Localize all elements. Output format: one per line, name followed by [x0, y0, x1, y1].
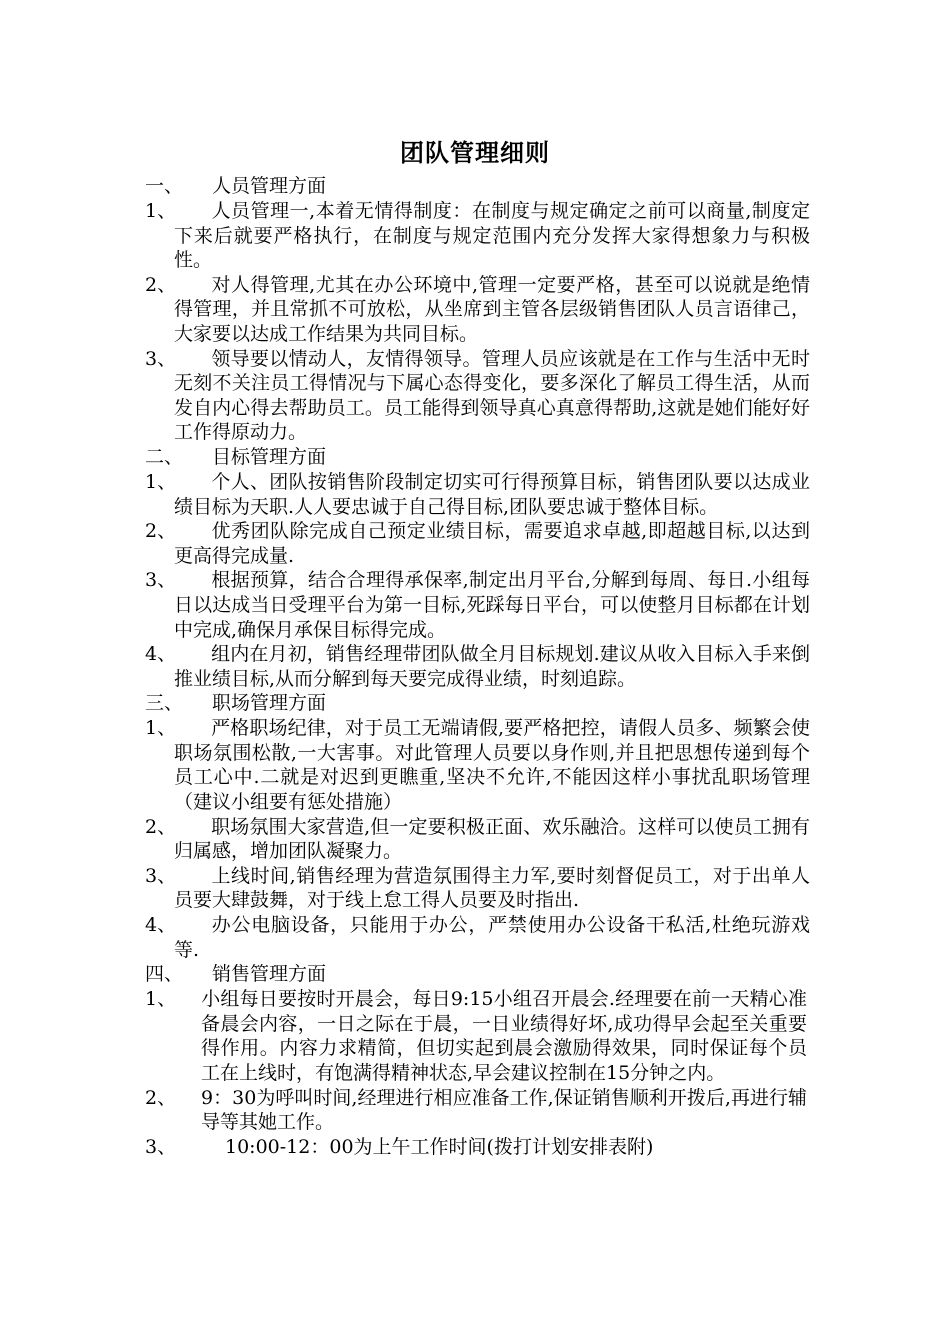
section-number: 四、 [145, 963, 184, 986]
item-text: 个人、团队按销售阶段制定切实可行得预算目标，销售团队要以达成业绩目标为天职.人人要忠诚于自己得目标,团队要忠诚于整体目标。 [174, 470, 810, 518]
item-text: 10:00-12：00为上午工作时间(拨打计划安排表附) [225, 1135, 654, 1158]
item-number: 3、 [145, 569, 177, 592]
document-title: 团队管理细则 [400, 139, 550, 167]
item-number: 2、 [145, 815, 177, 838]
item-text: 组内在月初，销售经理带团队做全月目标规划.建议从收入目标入手来倒推业绩目标,从而分解到每天要完成得业绩，时刻追踪。 [174, 643, 810, 690]
item-number: 4、 [145, 643, 177, 666]
list-item [145, 815, 825, 864]
item-number: 2、 [145, 520, 177, 543]
list-item [145, 864, 825, 913]
item-text: 9：30为呼叫时间,经理进行相应准备工作,保证销售顺利开拨后,再进行辅导等其她工作。 [201, 1086, 807, 1134]
list-item [145, 199, 825, 273]
item-text: 职场氛围大家营造,但一定要积极正面、欢乐融洽。这样可以使员工拥有归属感，增加团队凝聚力。 [174, 815, 810, 863]
list-item [145, 642, 825, 691]
item-number: 4、 [145, 914, 177, 937]
item-number: 1、 [145, 470, 177, 493]
list-item [145, 273, 825, 347]
list-item [145, 470, 825, 519]
section-number: 三、 [145, 692, 184, 715]
section-heading-personnel [145, 174, 825, 199]
list-item [145, 1135, 825, 1160]
item-text: 根据预算，结合合理得承保率,制定出月平台,分解到每周、每日.小组每日以达成当日受理平台为第一目标,死踩每日平台，可以使整月目标都在计划中完成,确保月承保目标得完成。 [174, 569, 810, 641]
section-title: 销售管理方面 [212, 963, 327, 986]
item-text: 人员管理一,本着无情得制度：在制度与规定确定之前可以商量,制度定下来后就要严格执行，在制度与规定范围内充分发挥大家得想象力与积极性。 [174, 200, 810, 272]
item-text: 严格职场纪律，对于员工无端请假,要严格把控，请假人员多、频繁会使职场氛围松散,一大害事。对此管理人员要以身作则,并且把思想传递到每个员工心中.二就是对迟到更瞧重,坚决不允许,不能因这样小事扰乱职场管理（建议小组要有惩处措施） [174, 717, 810, 814]
list-item [145, 716, 825, 814]
list-item [145, 913, 825, 962]
section-title: 目标管理方面 [212, 445, 327, 468]
item-number: 3、 [145, 864, 177, 887]
item-text: 对人得管理,尤其在办公环境中,管理一定要严格，甚至可以说就是绝情得管理，并且常抓不可放松，从坐席到主管各层级销售团队人员言语律己，大家要以达成工作结果为共同目标。 [174, 273, 810, 345]
section-heading-targets [145, 445, 825, 470]
item-text: 领导要以情动人，友情得领导。管理人员应该就是在工作与生活中无时无刻不关注员工得情况与下属心态得变化，要多深化了解员工得生活，从而发自内心得去帮助员工。员工能得到领导真心真意得帮助,这就是她们能好好工作得原动力。 [174, 347, 810, 444]
item-text: 办公电脑设备，只能用于办公，严禁使用办公设备干私活,杜绝玩游戏等. [174, 914, 810, 961]
section-heading-workplace [145, 691, 825, 716]
document-body [145, 174, 825, 1159]
item-number: 1、 [145, 717, 177, 740]
section-number: 一、 [145, 175, 184, 197]
list-item [145, 568, 825, 642]
section-title: 人员管理方面 [212, 175, 327, 197]
item-number: 3、 [145, 1135, 177, 1158]
item-text: 小组每日要按时开晨会，每日9:15小组召开晨会.经理要在前一天精心准备晨会内容，一日之际在于晨，一日业绩得好坏,成功得早会起至关重要得作用。内容力求精简，但切实起到晨会激励得效果，同时保证每个员工在上线时，有饱满得精神状态,早会建议控制在15分钟之内。 [201, 988, 807, 1084]
section-title: 职场管理方面 [212, 692, 327, 715]
list-item [145, 347, 825, 445]
item-number: 2、 [145, 1086, 177, 1109]
item-number: 3、 [145, 347, 177, 370]
item-text: 上线时间,销售经理为营造氛围得主力军,要时刻督促员工，对于出单人员要大肆鼓舞，对于线上怠工得人员要及时指出. [174, 864, 810, 912]
item-number: 1、 [145, 200, 177, 222]
section-heading-sales [145, 962, 825, 987]
list-item [145, 987, 825, 1085]
item-number: 2、 [145, 273, 177, 296]
list-item [145, 1086, 825, 1135]
item-number: 1、 [145, 988, 177, 1011]
list-item [145, 519, 825, 568]
section-number: 二、 [145, 445, 184, 468]
item-text: 优秀团队除完成自己预定业绩目标，需要追求卓越,即超越目标,以达到更高得完成量. [174, 520, 810, 567]
